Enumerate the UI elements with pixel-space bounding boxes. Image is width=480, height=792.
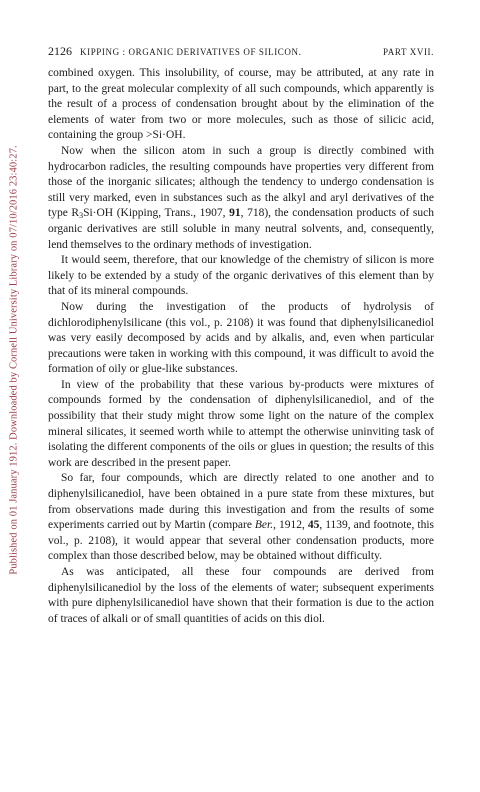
volume-number-2: 45 <box>307 519 320 532</box>
paragraph-4: Now during the investigation of the products of hydrolysis of dichlorodiphenylsilicane (this vol., p. 2108) it was found that diphenylsilicanediol was very easily decomposed by acids and by alkalis, and, even when particular precautions were taken in working with this compound, it was difficult to avoid the formation of oily or glue-like substances. <box>48 300 434 376</box>
volume-number: 91 <box>229 207 241 220</box>
part-label: PART XVII. <box>383 47 434 57</box>
article-body <box>48 66 434 627</box>
page-number: 2126 <box>48 44 72 58</box>
paragraph-2-text-a: Now when the silicon atom in such a group is directly combined with hydrocarbon radicles, the resulting compounds have properties very different from those of the inorganic silicates; although the tendency to undergo condensation is still very marked, even in substances such as the alkyl and aryl derivatives of the type R <box>48 144 434 220</box>
paragraph-6 <box>48 471 434 565</box>
paragraph-6-text-a: So far, four compounds, which are directly related to one another and to diphenylsilicanediol, have been obtained in a pure state from these mixtures, but from observations made during this investigation and from the results of some experiments carried out by Martin (compare <box>48 472 434 532</box>
paragraph-7: As was anticipated, all these four compounds are derived from diphenylsilicanediol by the loss of the elements of water; subsequent experiments with pure diphenylsilicanediol have shown that their formation is due to the action of traces of alkali or of small quantities of acids on this diol. <box>48 566 434 625</box>
formula-subscript: 3 <box>79 211 84 221</box>
download-watermark <box>0 60 28 660</box>
paragraph-5: In view of the probability that these various by-products were mixtures of compounds formed by the condensation of diphenylsilicanediol, and of the possibility that their study might throw some light on the nature of the complex mineral silicates, it seemed worth while to attempt the otherwise uninviting task of isolating the different components of the oils or glues in question; the results of this work are described in the present paper. <box>48 378 434 469</box>
paragraph-6-text-c: , 1139, and footnote, this vol., p. 2108), it would appear that several other condensation products, more complex than those described below, may be obtained without difficulty. <box>48 519 435 563</box>
paragraph-2-text-b: Si·OH (Kipping, Trans., 1907, <box>83 207 230 220</box>
download-notice-text: Published on 01 January 1912. Downloaded by Cornell University Library on 07/10/2016 23:40:27. <box>8 145 20 575</box>
page-header <box>48 44 434 60</box>
paragraph-3: It would seem, therefore, that our knowledge of the chemistry of silicon is more likely to be extended by a study of the organic derivatives of this element than by that of its mineral compounds. <box>48 254 434 298</box>
running-title: KIPPING : ORGANIC DERIVATIVES OF SILICON. <box>80 47 302 57</box>
journal-name: Ber. <box>254 519 274 532</box>
paragraph-2 <box>48 144 434 253</box>
paragraph-6-text-b: , 1912, <box>273 519 308 532</box>
paragraph-2-text-c: , 718), the condensation products of such organic derivatives are still soluble in many neutral solvents, and, consequently, lend themselves to the ordinary methods of investigation. <box>48 207 434 251</box>
paragraph-1: combined oxygen. This insolubility, of course, may be attributed, at any rate in part, to the great molecular complexity of all such compounds, which apparently is the result of a process of condensation brought about by the elimination of the elements of water from two or more molecules, such as those of silicic acid, containing the group >Si·OH. <box>48 67 434 142</box>
